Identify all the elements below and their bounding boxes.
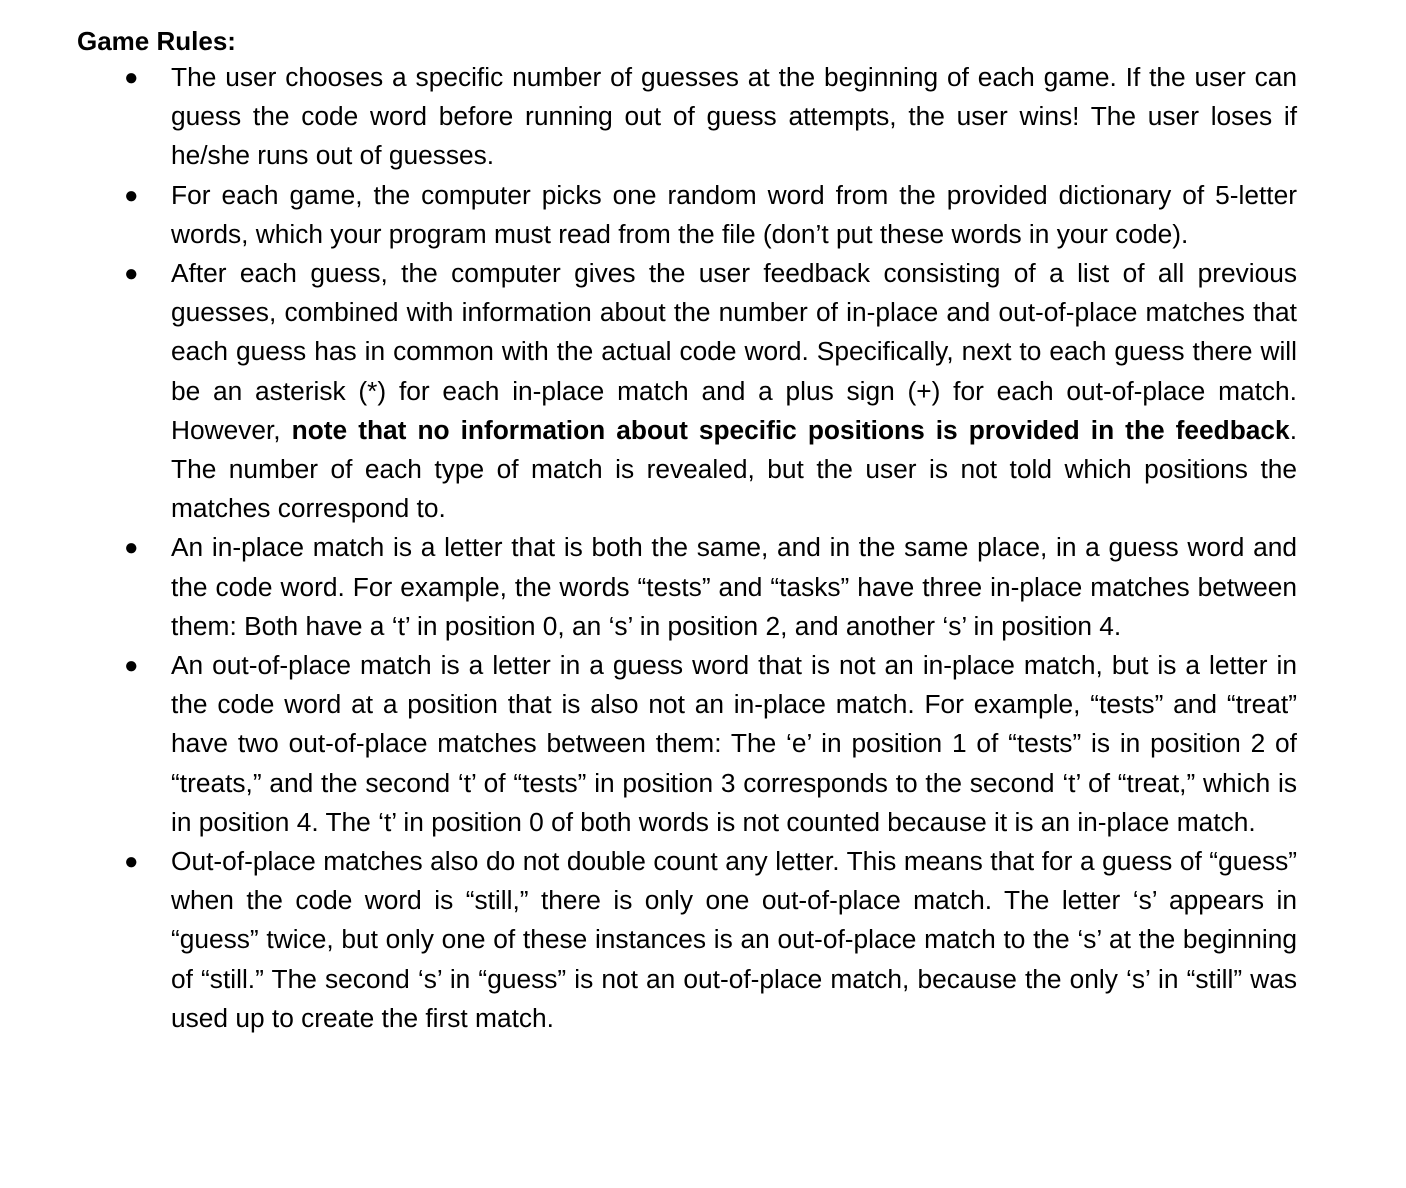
- rule-item: [0, 646, 1297, 842]
- bullet-icon: ●: [124, 64, 139, 91]
- rule-text: An out-of-place match is a letter in a guess word that is not an in-place match, but is a letter in the code word at a position that is also not an in-place match. For example, “tests” and “treat” have two out-of-place matches between them: The ‘e’ in position 1 of “tests” is in position 2 of “treats,” and the second ‘t’ of “tests” in position 3 corresponds to the second ‘t’ of “treat,” which is in position 4. The ‘t’ in position 0 of both words is not counted because it is an in-place match.: [171, 650, 1297, 837]
- bullet-icon: ●: [124, 260, 139, 288]
- rule-item: [0, 58, 1297, 176]
- rules-list: [0, 58, 1406, 1038]
- rule-text: The user chooses a specific number of guesses at the beginning of each game. If the user can guess the code word before running out of guess attempts, the user wins! The user loses if he/she runs out of guesses.: [171, 62, 1297, 171]
- rule-text: . The number of each type of match is revealed, but the user is not told which positions the matches correspond to.: [171, 414, 1297, 524]
- rule-text: For each game, the computer picks one random word from the provided dictionary of 5-letter words, which your program must read from the file (don’t put these words in your code).: [171, 179, 1297, 249]
- section-heading: Game Rules:: [77, 26, 236, 56]
- rule-text: After each guess, the computer gives the user feedback consisting of a list of all previous guesses, combined with information about the number of in-place and out-of-place matches that each guess has in common with the actual code word. Specifically, next to each guess there will be an asterisk (*) for each in-place match and a plus sign (+) for each out-of-place match. However,: [171, 258, 1297, 445]
- rule-text: Out-of-place matches also do not double count any letter. This means that for a guess of “guess” when the code word is “still,” there is only one out-of-place match. The letter ‘s’ appears in “guess” twice, but only one of these instances is an out-of-place match to the ‘s’ at the beginning of “still.” The second ‘s’ in “guess” is not an out-of-place match, because the only ‘s’ in “still” was used up to create the first match.: [171, 846, 1297, 1033]
- rule-emphasis: note that no information about specific positions is provided in the feedback: [291, 414, 1290, 445]
- rule-item: [0, 528, 1297, 646]
- rule-item: [0, 176, 1297, 254]
- rule-item: [0, 842, 1297, 1038]
- rule-item: [0, 254, 1297, 528]
- bullet-icon: ●: [124, 652, 139, 680]
- bullet-icon: ●: [124, 181, 139, 209]
- bullet-icon: ●: [124, 534, 139, 562]
- rule-text: An in-place match is a letter that is both the same, and in the same place, in a guess word and the code word. For example, the words “tests” and “tasks” have three in-place matches between them: Both have a ‘t’ in position 0, an ‘s’ in position 2, and another ‘s’ in position 4.: [171, 532, 1297, 641]
- bullet-icon: ●: [124, 848, 139, 876]
